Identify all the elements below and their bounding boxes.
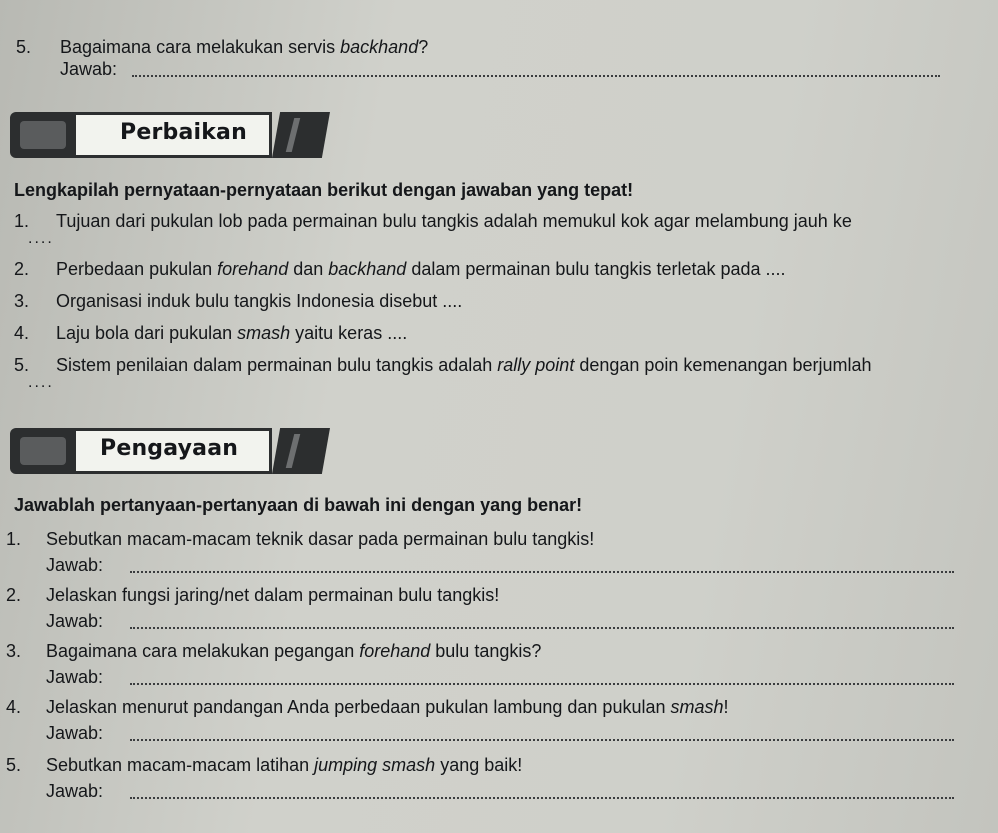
answer-label: Jawab: bbox=[46, 555, 104, 575]
statement-number: 4. bbox=[14, 323, 30, 343]
question-text: Bagaimana cara melakukan pegangan forehand bulu tangkis? bbox=[46, 641, 542, 661]
section-instruction: Lengkapilah pernyataan-pernyataan berikut dengan jawaban yang tepat! bbox=[14, 180, 634, 200]
question-number: 5. bbox=[16, 37, 32, 57]
section-banner-perbaikan bbox=[10, 112, 332, 158]
answer-line[interactable] bbox=[132, 75, 940, 77]
banner-block bbox=[10, 428, 76, 474]
statement-text: Perbedaan pukulan forehand dan backhand dalam permainan bulu tangkis terletak pada .... bbox=[56, 259, 786, 279]
answer-label: Jawab: bbox=[46, 667, 104, 687]
answer-line[interactable] bbox=[130, 627, 954, 629]
question-text: Sebutkan macam-macam latihan jumping smash yang baik! bbox=[46, 755, 523, 775]
answer-label: Jawab: bbox=[46, 611, 104, 631]
answer-label: Jawab: bbox=[46, 781, 104, 801]
section-instruction: Jawablah pertanyaan-pertanyaan di bawah ini dengan yang benar! bbox=[14, 495, 583, 515]
question-number: 4. bbox=[6, 697, 22, 717]
question-number: 5. bbox=[6, 755, 22, 775]
answer-line[interactable] bbox=[130, 683, 954, 685]
statement-text: Organisasi induk bulu tangkis Indonesia disebut .... bbox=[56, 291, 463, 311]
question-text: Bagaimana cara melakukan servis backhand? bbox=[60, 37, 429, 57]
question-text: Jelaskan fungsi jaring/net dalam permainan bulu tangkis! bbox=[46, 585, 500, 605]
answer-label: Jawab: bbox=[60, 59, 118, 79]
question-number: 2. bbox=[6, 585, 22, 605]
question-number: 1. bbox=[6, 529, 22, 549]
blank-dots[interactable]: .... bbox=[28, 374, 54, 391]
banner-slash bbox=[272, 112, 330, 158]
answer-line[interactable] bbox=[130, 739, 954, 741]
answer-label: Jawab: bbox=[46, 723, 104, 743]
statement-number: 5. bbox=[14, 355, 30, 375]
statement-number: 1. bbox=[14, 211, 30, 231]
statement-number: 2. bbox=[14, 259, 30, 279]
section-banner-pengayaan bbox=[10, 428, 332, 474]
banner-block bbox=[10, 112, 76, 158]
question-text: Jelaskan menurut pandangan Anda perbedaan pukulan lambung dan pukulan smash! bbox=[46, 697, 729, 717]
section-title: Perbaikan bbox=[120, 120, 247, 145]
answer-line[interactable] bbox=[130, 797, 954, 799]
answer-line[interactable] bbox=[130, 571, 954, 573]
question-text: Sebutkan macam-macam teknik dasar pada permainan bulu tangkis! bbox=[46, 529, 595, 549]
statement-text: Sistem penilaian dalam permainan bulu tangkis adalah rally point dengan poin kemenangan berjumlah bbox=[56, 355, 872, 375]
blank-dots[interactable]: .... bbox=[28, 230, 54, 247]
banner-slash bbox=[272, 428, 330, 474]
question-number: 3. bbox=[6, 641, 22, 661]
statement-text: Laju bola dari pukulan smash yaitu keras .... bbox=[56, 323, 408, 343]
statement-number: 3. bbox=[14, 291, 30, 311]
section-title: Pengayaan bbox=[100, 436, 239, 461]
statement-text: Tujuan dari pukulan lob pada permainan bulu tangkis adalah memukul kok agar melambung jauh ke bbox=[56, 211, 852, 231]
